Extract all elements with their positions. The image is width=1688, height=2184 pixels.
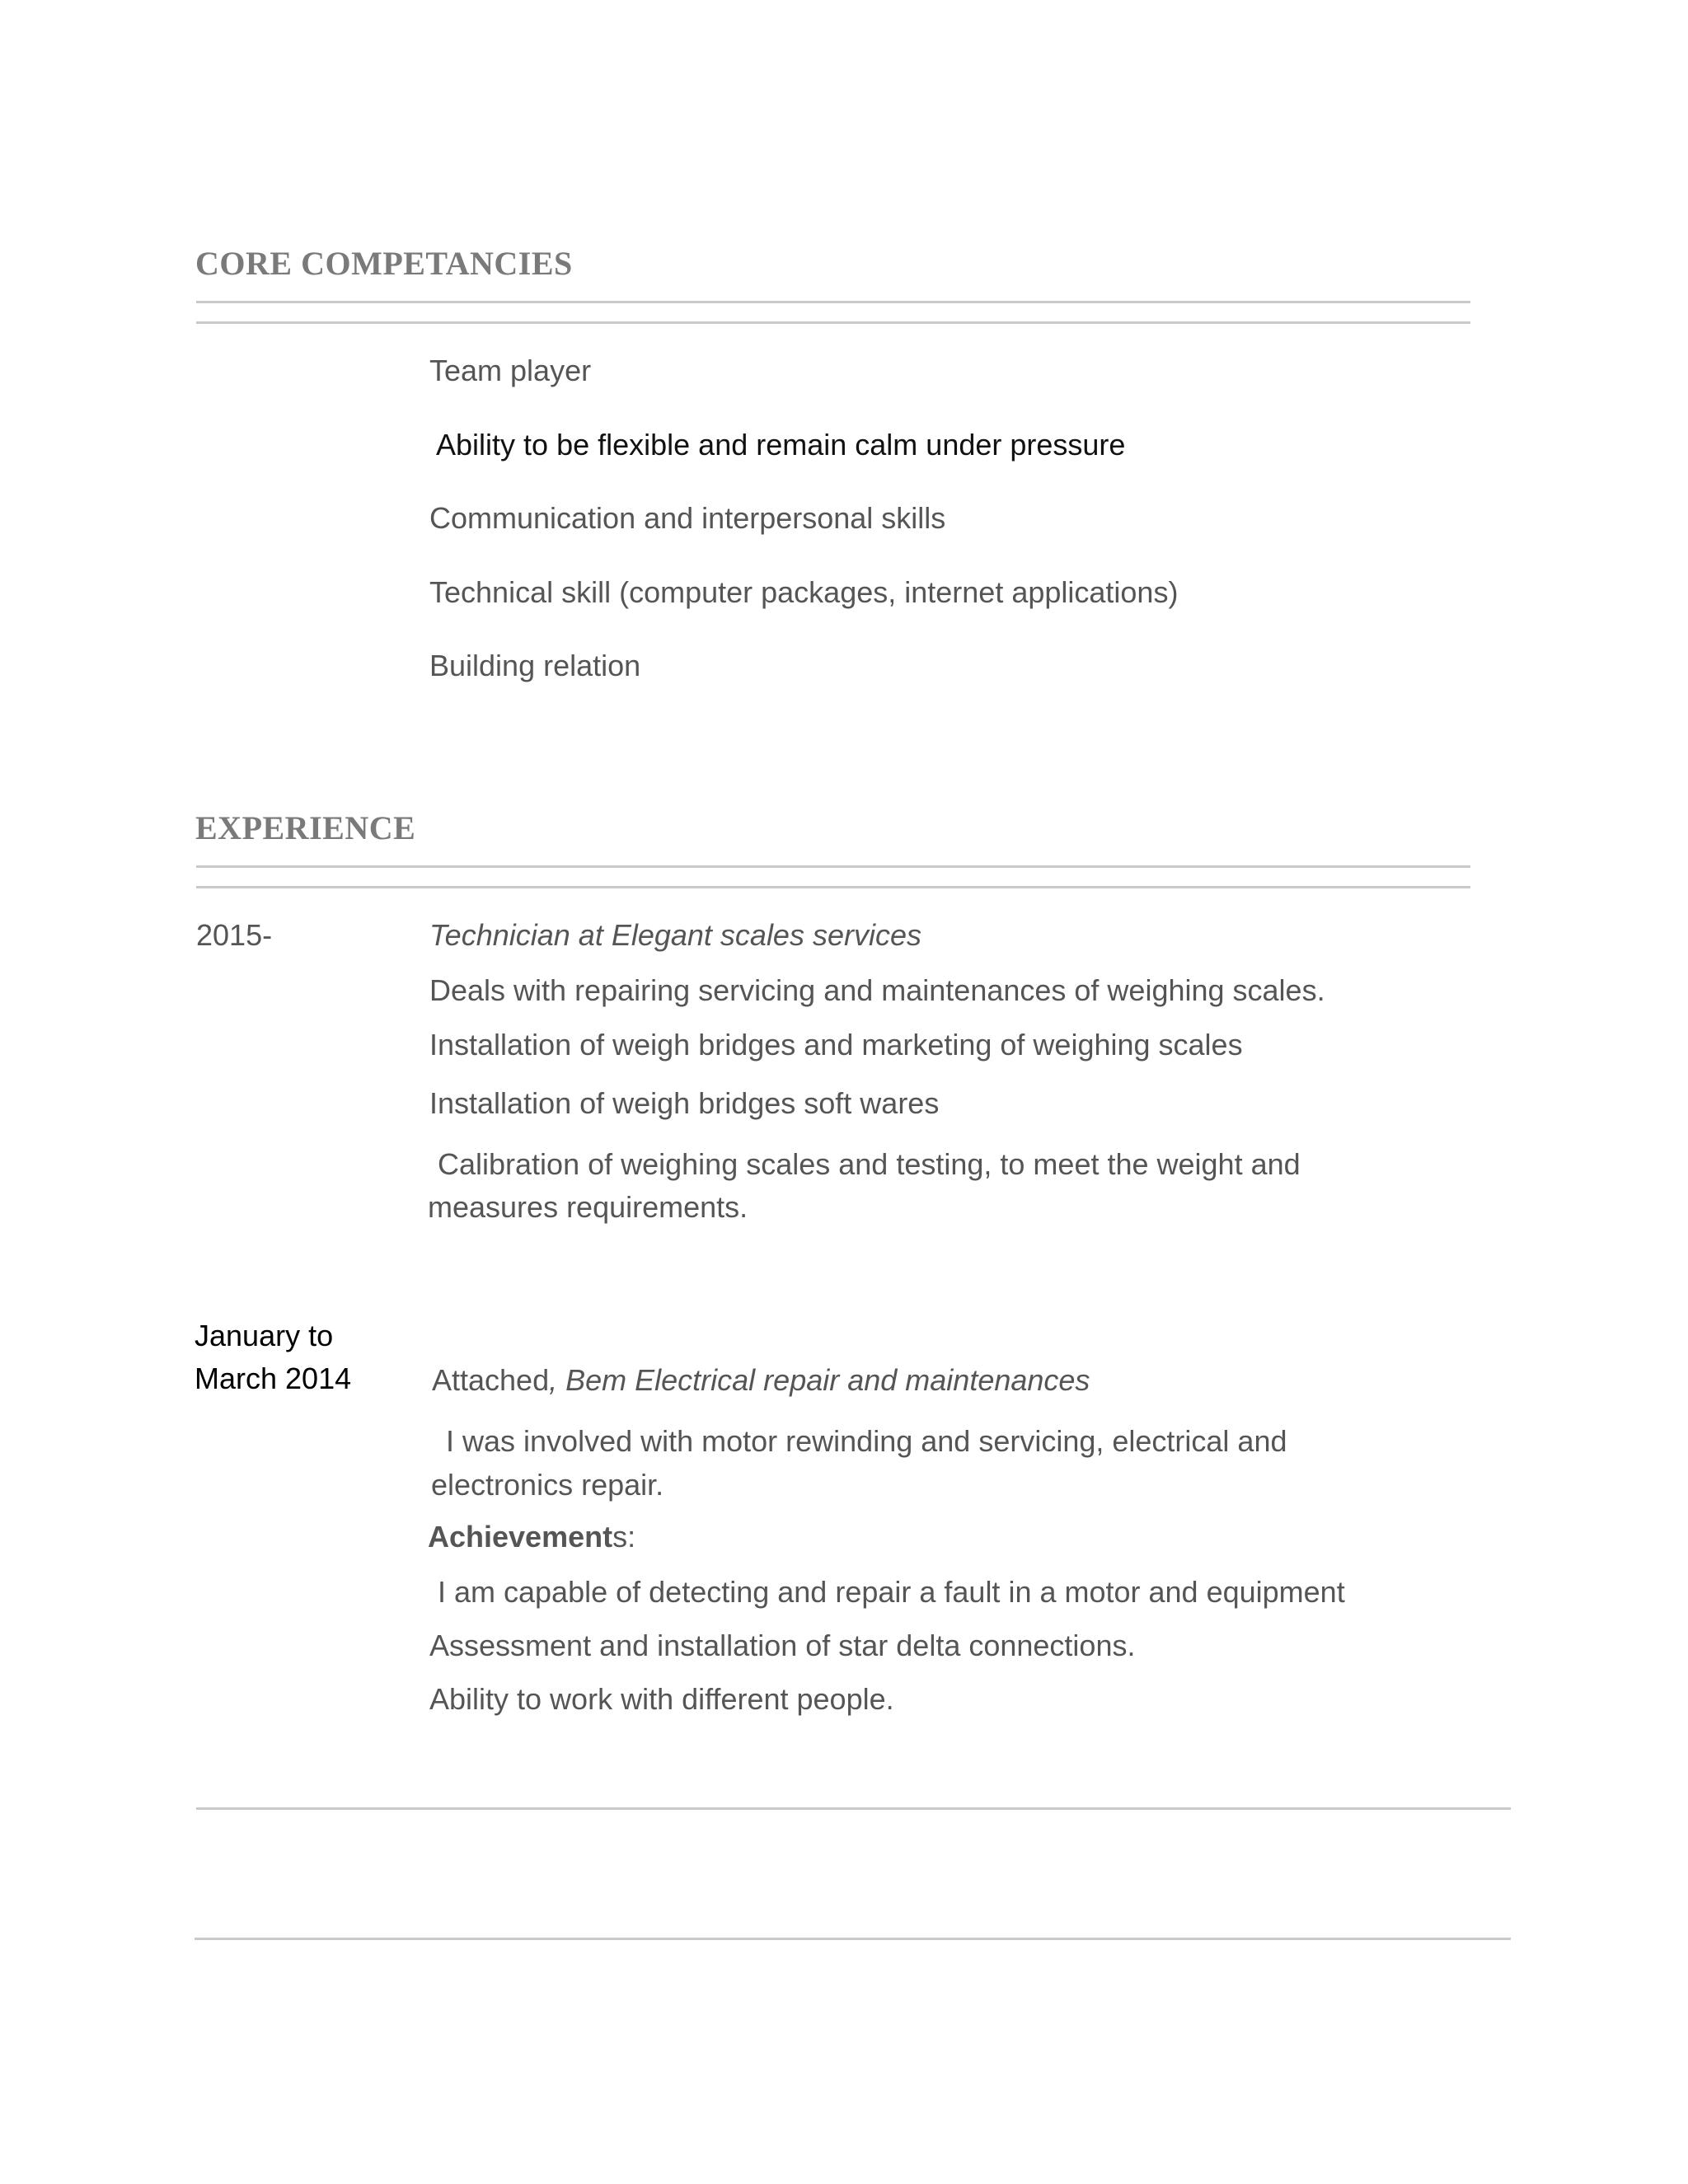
achievements-label bbox=[428, 1519, 635, 1554]
achievements-label-rest: s: bbox=[612, 1520, 636, 1554]
job1-title: Technician at Elegant scales services bbox=[429, 918, 921, 952]
job2-title-prefix: Attached bbox=[432, 1363, 550, 1397]
competency-item: Building relation bbox=[429, 649, 641, 682]
job1-duty: Deals with repairing servicing and maintenances of weighing scales. bbox=[429, 973, 1325, 1007]
competency-item: Ability to be flexible and remain calm under pressure bbox=[429, 428, 1126, 462]
achievements-label-bold: Achievement bbox=[428, 1520, 613, 1554]
competency-item: Technical skill (computer packages, internet applications) bbox=[429, 575, 1179, 609]
job1-date: 2015- bbox=[196, 918, 273, 952]
job1-duty: Calibration of weighing scales and testing, to meet the weight and bbox=[429, 1147, 1301, 1181]
section-divider bbox=[196, 1807, 1511, 1810]
experience-heading-rule-bottom bbox=[196, 886, 1470, 888]
job1-duty: Installation of weigh bridges soft wares bbox=[429, 1086, 940, 1120]
job2-title bbox=[432, 1362, 1090, 1398]
job2-description-continued: electronics repair. bbox=[431, 1468, 664, 1502]
job1-duty-continued: measures requirements. bbox=[428, 1190, 748, 1224]
experience-heading-rule-top bbox=[196, 865, 1470, 868]
experience-heading: EXPERIENCE bbox=[195, 809, 416, 846]
competency-item: Team player bbox=[429, 354, 592, 387]
core-heading-rule-bottom bbox=[196, 321, 1470, 324]
core-heading-rule-top bbox=[196, 301, 1470, 303]
achievement-item: Assessment and installation of star delta connections. bbox=[429, 1629, 1136, 1662]
core-competencies-heading: CORE COMPETANCIES bbox=[195, 245, 573, 282]
job2-date-line1: January to bbox=[195, 1319, 334, 1352]
section-divider bbox=[195, 1938, 1511, 1940]
job2-date-line2: March 2014 bbox=[195, 1361, 352, 1395]
job1-duty: Installation of weigh bridges and marketing of weighing scales bbox=[429, 1028, 1243, 1062]
achievement-item: I am capable of detecting and repair a fault in a motor and equipment bbox=[429, 1575, 1345, 1609]
job2-description: I was involved with motor rewinding and servicing, electrical and bbox=[429, 1424, 1287, 1458]
job2-title-company: , Bem Electrical repair and maintenances bbox=[549, 1363, 1090, 1397]
achievement-item: Ability to work with different people. bbox=[429, 1682, 894, 1716]
competency-item: Communication and interpersonal skills bbox=[429, 501, 946, 535]
